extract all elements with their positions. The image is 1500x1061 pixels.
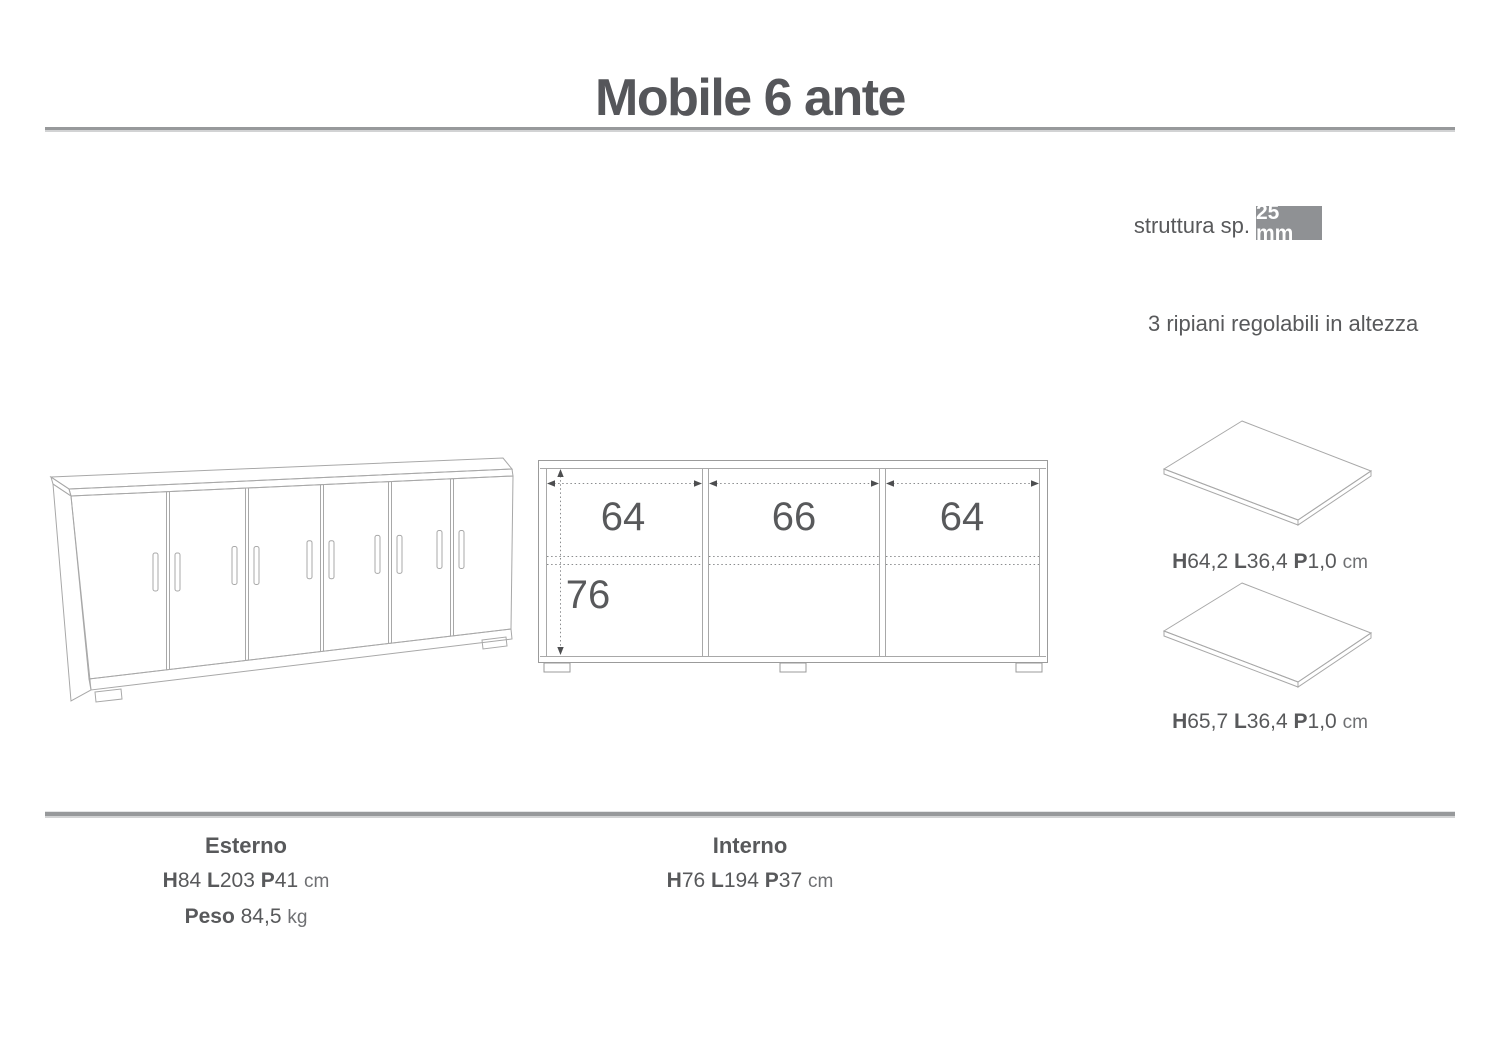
h-label: H [1172,550,1188,573]
title-divider-line [45,127,1455,132]
thickness-badge [1256,200,1322,245]
cabinet-side-panel [53,484,91,701]
internal-dimensions [600,870,900,893]
h-label: H [666,869,682,892]
width-right-value: 64 [939,495,985,539]
p-label: P [260,869,275,892]
width-center-value: 66 [771,495,817,539]
unit: cm [1342,552,1368,573]
h-value: 65,7 [1187,710,1229,733]
h-value: 84 [177,869,202,892]
p-value: 41 [274,869,299,892]
thickness-value: 25 mm [1256,200,1294,245]
unit: cm [807,871,834,892]
shelf-2-dimensions [1150,710,1390,734]
weight-value: 84,5 [240,905,282,928]
front-view-feet [544,663,1042,672]
inner-height-value: 76 [565,573,611,617]
external-dimensions-block [96,835,396,929]
l-value: 194 [723,869,759,892]
p-value: 37 [778,869,803,892]
internal-heading: Interno [712,833,788,858]
p-value: 1,0 [1307,710,1337,733]
p-value: 1,0 [1307,550,1337,573]
external-heading: Esterno [205,833,287,858]
p-label: P [1293,710,1308,733]
shelf-panel-1-drawing [1160,418,1375,530]
shelf-panel-2-drawing [1160,580,1375,692]
l-label: L [711,869,724,892]
cabinet-front-doors [71,476,513,690]
l-label: L [207,869,220,892]
h-value: 64,2 [1187,550,1229,573]
width-left-value: 64 [600,495,646,539]
h-value: 76 [681,869,706,892]
p-label: P [1293,550,1308,573]
cabinet-3d-drawing [45,455,525,765]
l-value: 203 [219,869,255,892]
h-label: H [162,869,178,892]
internal-dimensions-block [600,835,900,893]
unit: cm [1342,712,1368,733]
unit: cm [303,871,330,892]
footer-divider-line [45,811,1455,818]
adjustable-shelves-note: 3 ripiani regolabili in altezza [1148,311,1419,336]
h-label: H [1172,710,1188,733]
p-label: P [764,869,779,892]
structure-thickness-label: struttura sp. [1133,213,1250,238]
page-title: Mobile 6 ante [595,69,905,127]
l-label: L [1233,710,1247,733]
door-handles [153,531,464,592]
l-value: 36,4 [1246,710,1288,733]
external-dimensions [96,870,396,893]
weight-line [96,906,396,929]
l-value: 36,4 [1246,550,1288,573]
l-label: L [1233,550,1247,573]
shelf-1-dimensions [1150,550,1390,574]
weight-label: Peso [184,905,235,928]
front-view-diagram [538,460,1050,676]
weight-unit: kg [287,907,308,928]
carcass-outline [539,461,1048,663]
cabinet-top-panel [51,458,513,496]
